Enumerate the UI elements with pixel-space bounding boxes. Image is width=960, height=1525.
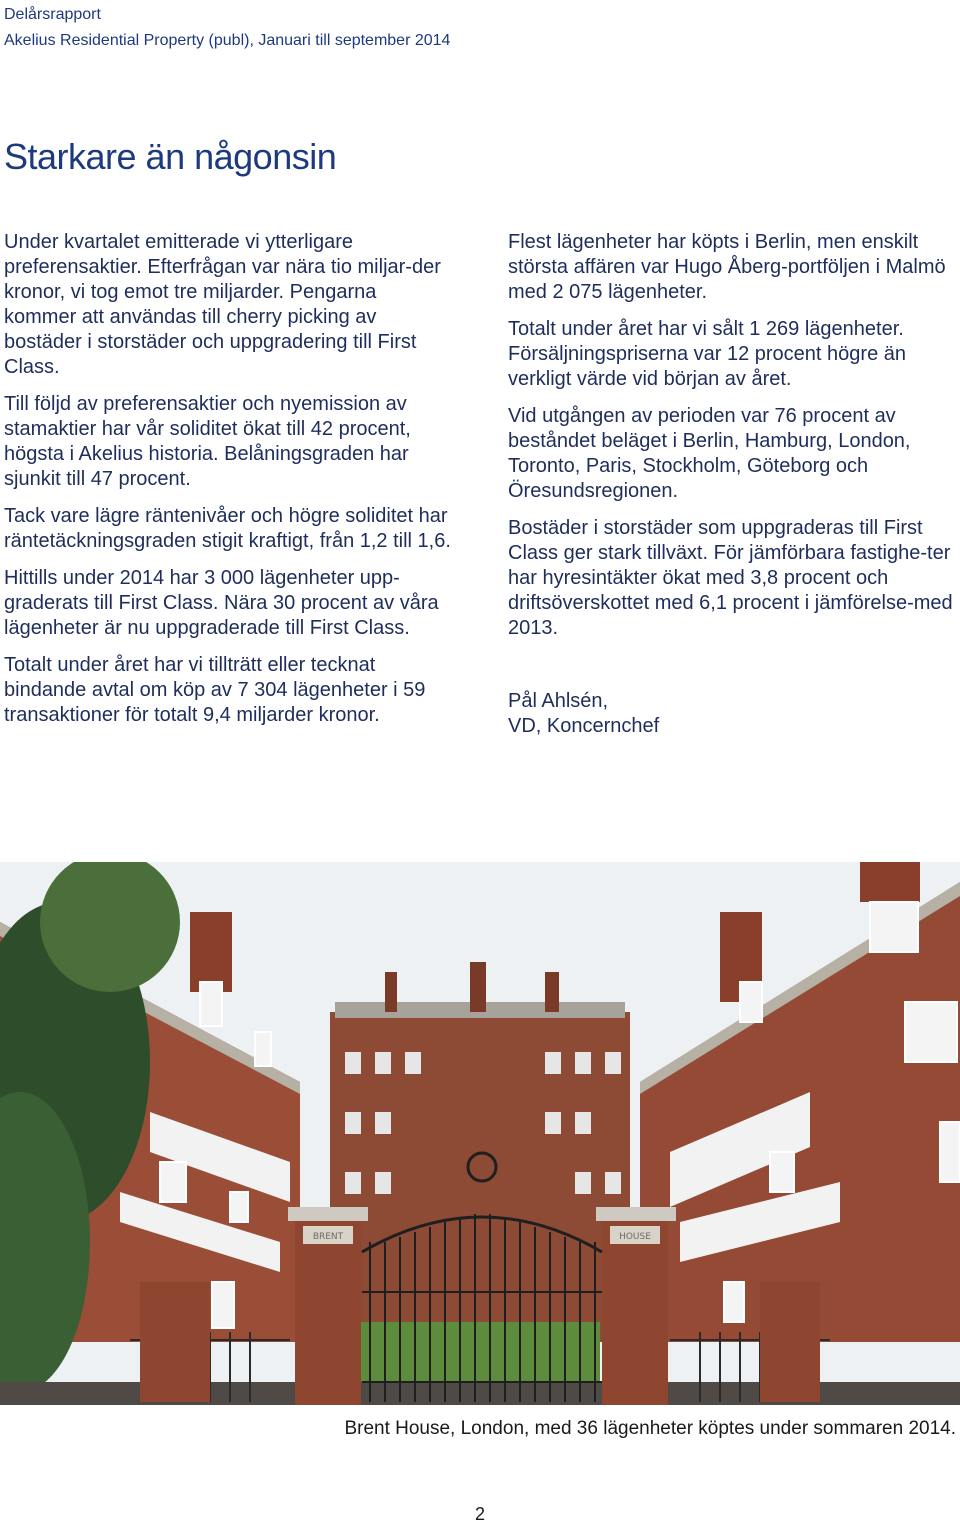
photo-caption: Brent House, London, med 36 lägenheter köptes under sommaren 2014. (344, 1418, 956, 1439)
report-period: Akelius Residential Property (publ), Januari till september 2014 (4, 32, 451, 49)
paragraph: Under kvartalet emitterade vi ytterligare preferensaktier. Efterfrågan var nära tio miljar-der kronor, vi tog emot tre miljarder. Pengarna kommer att användas till cherry picking av bostäder i storstäder och uppgradering till First Class. (4, 231, 441, 378)
signature-name: Pål Ahlsén, (508, 690, 609, 712)
paragraph: Flest lägenheter har köpts i Berlin, men enskilt största affären var Hugo Åberg-portföljen i Malmö med 2 075 lägenheter. (508, 231, 946, 303)
page-title: Starkare än någonsin (4, 136, 337, 177)
signature (508, 689, 956, 739)
left-column (4, 230, 452, 740)
gate-sign-left: BRENT (312, 1232, 344, 1242)
signature-role: VD, Koncernchef (508, 715, 660, 737)
paragraph: Hittills under 2014 har 3 000 lägenheter upp-graderats till First Class. Nära 30 procent av våra lägenheter är nu uppgraderade till First Class. (4, 567, 439, 639)
right-column (508, 230, 956, 751)
paragraph: Bostäder i storstäder som uppgraderas till First Class ger stark tillväxt. För jämförbara fastighe-ter har hyresintäkter ökat med 3,8 procent och driftsöverskottet med 6,1 procent i jämförelse-med 2013. (508, 517, 953, 639)
paragraph: Vid utgången av perioden var 76 procent av beståndet beläget i Berlin, Hamburg, London, Toronto, Paris, Stockholm, Göteborg och Öresundsregionen. (508, 405, 911, 502)
paragraph: Tack vare lägre räntenivåer och högre soliditet har räntetäckningsgraden stigit kraftigt, från 1,2 till 1,6. (4, 505, 451, 552)
paragraph: Totalt under året har vi sålt 1 269 lägenheter. Försäljningspriserna var 12 procent högre än verkligt värde vid början av året. (508, 318, 906, 390)
paragraph: Totalt under året har vi tillträtt eller tecknat bindande avtal om köp av 7 304 lägenheter i 59 transaktioner för totalt 9,4 miljarder kronor. (4, 654, 426, 726)
building-photo (0, 862, 960, 1405)
report-type: Delårsrapport (4, 6, 101, 23)
report-header (4, 2, 450, 54)
page-number: 2 (474, 1504, 485, 1524)
paragraph: Till följd av preferensaktier och nyemission av stamaktier har vår soliditet ökat till 42 procent, högsta i Akelius historia. Belåningsgraden har sjunkit till 47 procent. (4, 393, 411, 490)
gate-sign-right: HOUSE (619, 1232, 651, 1242)
